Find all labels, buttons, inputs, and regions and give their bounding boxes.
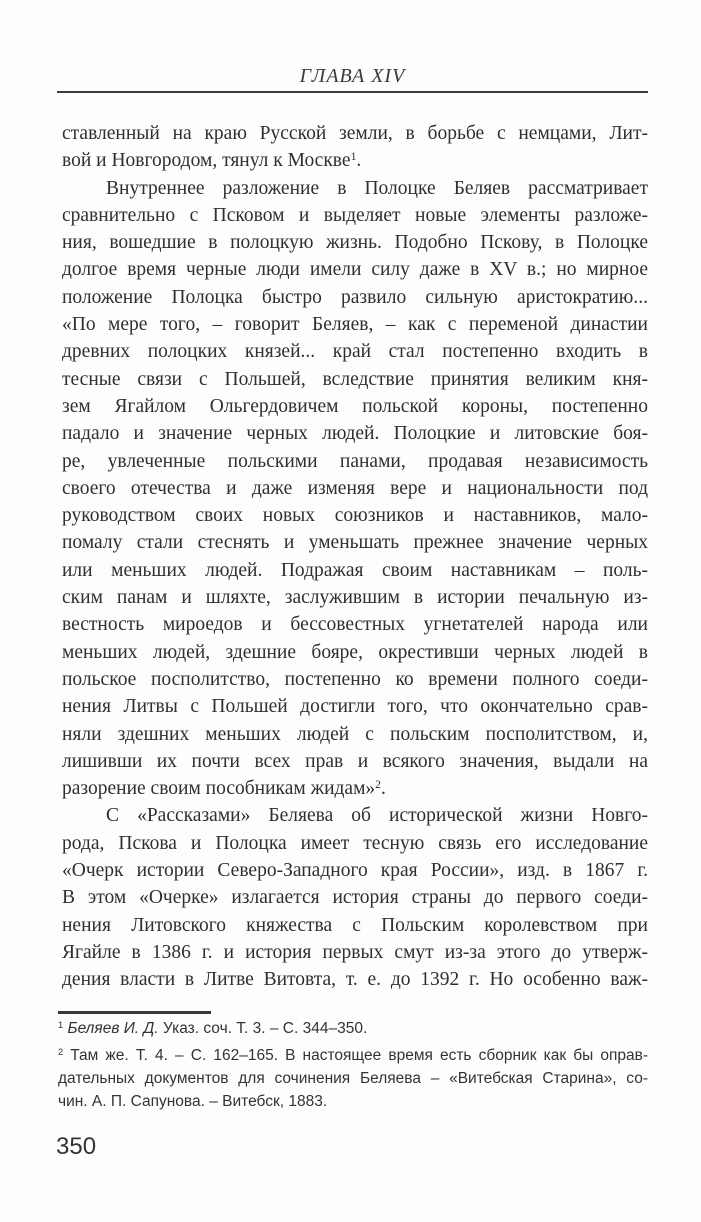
text-line: ставленный на краю Русской земли, в борьбе с немцами, Лит- xyxy=(62,123,648,144)
text-line: нения Литовского княжества с Польским королевством при xyxy=(62,914,648,936)
text-line: польское посполитство, постепенно ко времени полного соеди- xyxy=(62,668,648,690)
paragraph xyxy=(58,1017,648,1040)
text-line: руководством своих новых союзников и наставников, мало- xyxy=(62,505,648,527)
text-line: лишивши их почти всех прав и всякого значения, выдали на xyxy=(62,750,648,772)
paragraph xyxy=(62,120,648,175)
text-line: няли здешних меньших людей с польским посполитством, и, xyxy=(62,723,648,745)
text-line: зем Ягайлом Ольгердовичем польской короны, постепенно xyxy=(62,395,648,417)
text-line: С «Рассказами» Беляева об исторической жизни Новго- xyxy=(106,805,648,827)
text-line: или меньших людей. Подражая своим наставникам – поль- xyxy=(62,559,648,581)
text-line: дения власти в Литве Витовта, т. е. до 1392 г. Но особенно важ- xyxy=(62,969,648,991)
text-line: ния, вошедшие в полоцкую жизнь. Подобно Пскову, в Полоцке xyxy=(62,232,648,254)
text-line: положение Полоцка быстро развило сильную аристократию... xyxy=(62,286,648,308)
text-line: сравнительно с Псковом и выделяет новые элементы разложе- xyxy=(62,204,648,226)
text-line: вой и Новгородом, тянул к Москве$^1$. xyxy=(62,149,362,172)
text-line: меньших людей, здешние бояре, окрестивши черных людей в xyxy=(62,641,648,663)
text-line: «Очерк истории Северо-Западного края России», изд. в 1867 г. xyxy=(62,860,648,882)
text-line: чин. А. П. Сапунова. – Витебск, 1883. xyxy=(58,1093,328,1110)
text-line: «По мере того, – говорит Беляев, – как с переменой династии xyxy=(62,314,648,336)
text-line: $^1$ Беляев И. Д. Указ. соч. Т. 3. – С. 344–350. xyxy=(58,1019,368,1037)
text-line: ре, увлеченные польскими панами, продавая независимость xyxy=(62,450,648,472)
text-line: Внутреннее разложение в Полоцке Беляев рассматривает xyxy=(106,177,648,199)
text-line: помалу стали стеснять и уменьшать прежнее значение черных xyxy=(62,532,648,554)
body-text xyxy=(62,120,648,994)
header-rule xyxy=(57,91,648,93)
text-line: древних полоцких князей... край стал постепенно входить в xyxy=(62,341,648,363)
text-line: своего отечества и даже изменяя вере и национальности под xyxy=(62,477,648,499)
text-line: ским панам и шляхте, заслужившим в истории печальную из- xyxy=(62,587,648,609)
paragraph xyxy=(62,175,648,803)
text-line: В этом «Очерке» излагается история страны до первого соеди- xyxy=(62,887,648,909)
footnotes xyxy=(58,1017,648,1117)
text-line: рода, Пскова и Полоцка имеет тесную связь его исследование xyxy=(62,832,648,854)
text-line: вестность мироедов и бессовестных угнетателей народа или xyxy=(62,614,648,636)
chapter-heading: ГЛАВА XIV xyxy=(299,65,406,87)
paragraph xyxy=(58,1044,648,1113)
footnote-separator xyxy=(58,1011,211,1014)
text-line: $^2$ Там же. Т. 4. – С. 162–165. В настоящее время есть сборник как бы оправ- xyxy=(58,1046,648,1064)
text-line: дательных документов для сочинения Беляева – «Витебская Старина», со- xyxy=(58,1070,648,1087)
paragraph xyxy=(62,802,648,993)
running-header xyxy=(57,65,648,88)
page-number: 350 xyxy=(56,1133,97,1160)
text-line: падало и значение черных людей. Полоцкие и литовские боя- xyxy=(62,423,648,445)
text-line: тесные связи с Польшей, вследствие принятия великим кня- xyxy=(62,368,648,390)
text-line: нения Литвы с Польшей достигли того, что окончательно срав- xyxy=(62,696,648,718)
text-line: разорение своим пособникам жидам»$^2$. xyxy=(62,777,386,800)
text-line: долгое время черные люди имели силу даже в XV в.; но мирное xyxy=(62,259,648,281)
text-line: Ягайле в 1386 г. и история первых смут из-за этого до утверж- xyxy=(62,941,648,963)
